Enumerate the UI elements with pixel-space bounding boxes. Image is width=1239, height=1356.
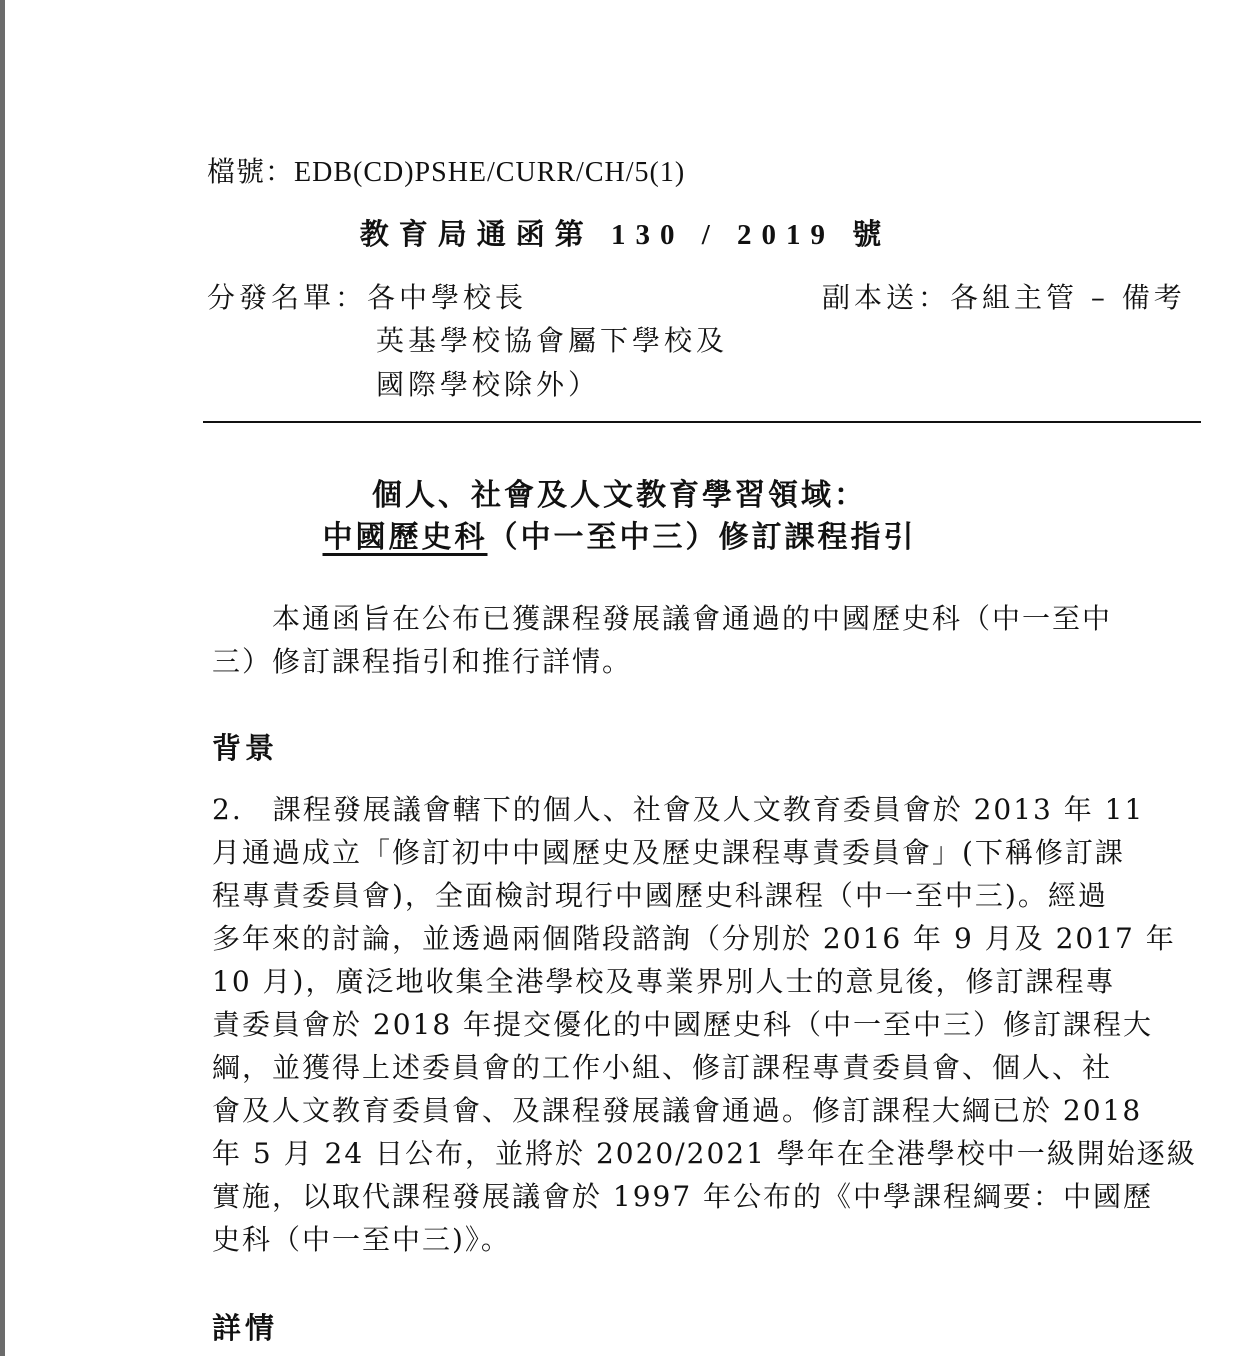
file-number: 檔號：EDB(CD)PSHE/CURR/CH/5(1)	[207, 157, 686, 188]
paragraph-2	[212, 788, 1215, 1261]
paragraph-2-line: 10 月)，廣泛地收集全港學校及專業界別人士的意見後，修訂課程專	[212, 965, 1116, 998]
document-title-rest: （中一至中三）修訂課程指引	[487, 520, 917, 555]
copy-to: 副本送：各組主管 – 備考	[822, 281, 1186, 314]
paragraph-2-line: 實施，以取代課程發展議會於 1997 年公布的《中學課程綱要：中國歷	[212, 1180, 1154, 1213]
paragraph-2-line: 程專責委員會)，全面檢討現行中國歷史科課程（中一至中三)。經過	[212, 879, 1108, 912]
intro-line: 本通函旨在公布已獲課程發展議會通過的中國歷史科（中一至中	[212, 602, 1113, 635]
document-title-subject: 中國歷史科	[322, 520, 488, 555]
paragraph-2-line: 綱，並獲得上述委員會的工作小組、修訂課程專責委員會、個人、社	[212, 1051, 1113, 1084]
paragraph-2-line: 責委員會於 2018 年提交優化的中國歷史科（中一至中三）修訂課程大	[212, 1008, 1154, 1041]
section-heading-details: 詳情	[212, 1311, 279, 1345]
section-heading-background: 背景	[212, 731, 279, 765]
distribution-list-line-2: 英基學校協會屬下學校及	[376, 324, 729, 357]
distribution-list-label: 分發名單：各中學校長	[207, 281, 528, 314]
paragraph-2-line: 會及人文教育委員會、及課程發展議會通過。修訂課程大綱已於 2018	[212, 1094, 1143, 1127]
paragraph-2-line: 年 5 月 24 日公布，並將於 2020/2021 學年在全港學校中一級開始逐級	[212, 1137, 1197, 1170]
document-title-line-2	[0, 512, 1239, 556]
document-title-line-1: 個人、社會及人文教育學習領域：	[372, 478, 867, 513]
distribution-list-line-3: 國際學校除外）	[376, 368, 601, 401]
paragraph-2-line: 月通過成立「修訂初中中國歷史及歷史課程專責委員會」(下稱修訂課	[212, 836, 1125, 869]
intro-paragraph	[212, 597, 1215, 683]
paragraph-2-line: 多年來的討論，並透過兩個階段諮詢（分別於 2016 年 9 月及 2017 年	[212, 922, 1176, 955]
paragraph-2-line: 史科（中一至中三)》。	[212, 1223, 511, 1256]
header-divider	[203, 421, 1201, 423]
paragraph-2-line: 2. 課程發展議會轄下的個人、社會及人文教育委員會於 2013 年 11	[212, 793, 1145, 826]
intro-line: 三）修訂課程指引和推行詳情。	[212, 645, 633, 678]
window-left-border	[0, 0, 5, 1356]
circular-number: 教育局通函第 130 / 2019 號	[359, 219, 892, 251]
